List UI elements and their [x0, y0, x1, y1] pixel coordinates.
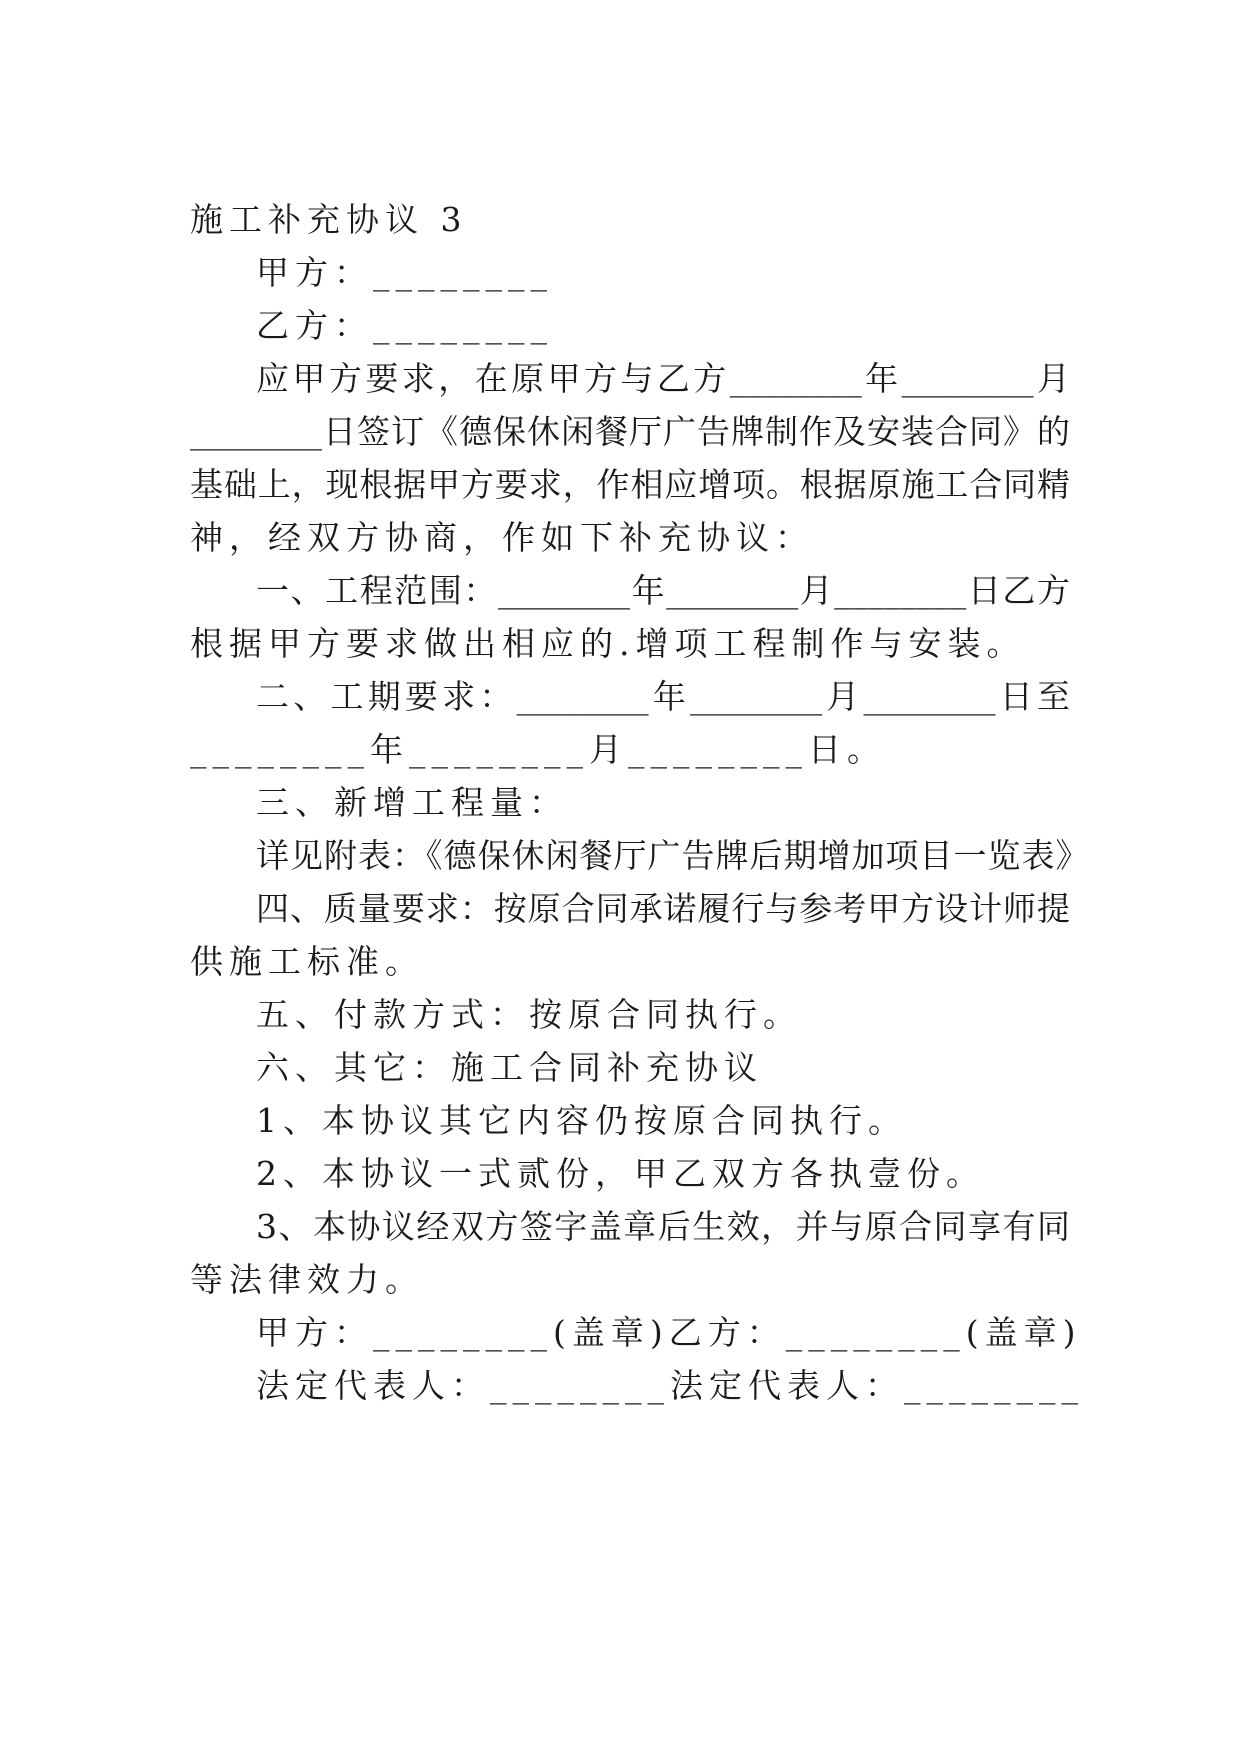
quality-line-2: 供施工标准。	[190, 942, 424, 981]
party-b-field: 乙方：________	[256, 306, 553, 345]
other-item-3: 3、本协议经双方签字盖章后生效，并与原合同享有同	[256, 1207, 1070, 1246]
scope-line-1: 一、工程范围：________年________月________日乙方	[256, 571, 1070, 610]
intro-line-3: 基础上，现根据甲方要求，作相应增项。根据原施工合同精	[190, 465, 1070, 504]
payment-clause: 五、付款方式：按原合同执行。	[256, 995, 802, 1034]
party-a-field: 甲方：________	[256, 253, 553, 292]
period-line-2: ________年________月________日。	[190, 730, 886, 769]
quality-line-1: 四、质量要求：按原合同承诺履行与参考甲方设计师提	[256, 889, 1070, 928]
intro-line-4: 神，经双方协商，作如下补充协议：	[190, 518, 814, 557]
other-item-2: 2、本协议一式贰份，甲乙双方各执壹份。	[256, 1154, 985, 1193]
signature-line: 甲方：________(盖章)乙方：________(盖章)	[256, 1313, 1082, 1352]
period-line-1: 二、工期要求：________年________月________日至	[256, 677, 1070, 716]
intro-line-2: ________日签订《德保休闲餐厅广告牌制作及安装合同》的	[190, 412, 1070, 451]
representative-line: 法定代表人：________法定代表人：________	[256, 1366, 1084, 1405]
document-title: 施工补充协议 3	[190, 200, 468, 239]
intro-line-1: 应甲方要求，在原甲方与乙方________年________月	[256, 359, 1070, 398]
other-item-1: 1、本协议其它内容仍按原合同执行。	[256, 1101, 907, 1140]
other-item-3-cont: 等法律效力。	[190, 1260, 424, 1299]
other-heading: 六、其它：施工合同补充协议	[256, 1048, 763, 1087]
new-work-detail: 详见附表：《德保休闲餐厅广告牌后期增加项目一览表》	[256, 836, 1090, 875]
new-work-heading: 三、新增工程量：	[256, 783, 568, 822]
scope-line-2: 根据甲方要求做出相应的.增项工程制作与安装。	[190, 624, 1026, 663]
